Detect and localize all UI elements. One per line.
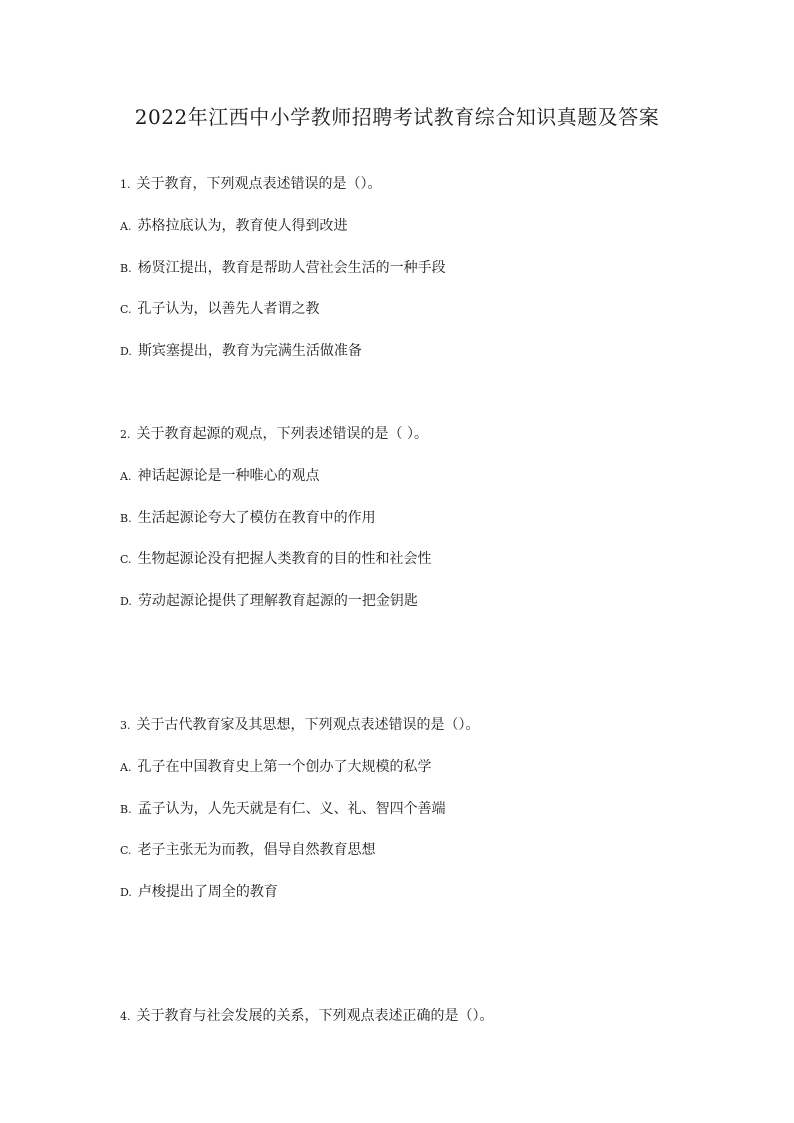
option-text: 苏格拉底认为，教育使人得到改进 (137, 218, 348, 234)
option-text: 神话起源论是一种唯心的观点 (137, 468, 320, 484)
question-2-option-a (120, 466, 319, 487)
option-text: 孔子在中国教育史上第一个创办了大规模的私学 (137, 759, 432, 775)
question-text: 关于古代教育家及其思想，下列观点表述错误的是（）。 (136, 717, 480, 733)
document-title: 2022年江西中小学教师招聘考试教育综合知识真题及答案 (134, 105, 660, 129)
option-label: A. (120, 470, 132, 483)
option-text: 卢梭提出了周全的教育 (137, 884, 278, 900)
question-number: 1. (120, 178, 131, 191)
question-3-stem (120, 715, 480, 736)
option-label: C. (120, 303, 132, 316)
question-number: 4. (120, 1010, 131, 1023)
question-text: 关于教育起源的观点，下列表述错误的是（ ）。 (136, 426, 428, 442)
option-label: B. (120, 803, 132, 816)
question-3-option-d (120, 882, 278, 903)
option-text: 杨贤江提出，教育是帮助人营社会生活的一种手段 (137, 260, 446, 276)
question-3-option-a (120, 757, 431, 778)
question-2-stem (120, 424, 428, 445)
option-label: A. (120, 761, 132, 774)
option-text: 斯宾塞提出，教育为完满生活做准备 (137, 343, 362, 359)
option-label: B. (120, 262, 132, 275)
option-text: 孟子认为，人先天就是有仁、义、礼、智四个善端 (137, 801, 446, 817)
question-1-option-b (120, 258, 446, 279)
question-number: 3. (120, 719, 131, 732)
option-label: D. (120, 345, 132, 358)
option-label: D. (120, 595, 132, 608)
question-2-option-c (120, 549, 432, 570)
option-text: 孔子认为，以善先人者谓之教 (137, 301, 320, 317)
question-1-option-a (120, 216, 347, 237)
option-text: 生物起源论没有把握人类教育的目的性和社会性 (137, 551, 432, 567)
question-3-option-b (120, 799, 446, 820)
option-text: 生活起源论夸大了模仿在教育中的作用 (137, 510, 376, 526)
question-4-stem (120, 1006, 494, 1027)
question-1-option-d (120, 341, 362, 362)
question-number: 2. (120, 428, 131, 441)
question-2-option-b (120, 508, 376, 529)
option-label: C. (120, 553, 132, 566)
question-text: 关于教育，下列观点表述错误的是（）。 (136, 176, 382, 192)
question-3-option-c (120, 840, 376, 861)
question-1-stem (120, 174, 382, 195)
option-label: A. (120, 220, 132, 233)
option-label: D. (120, 886, 132, 899)
question-2-option-d (120, 591, 418, 612)
option-label: C. (120, 844, 132, 857)
option-label: B. (120, 512, 132, 525)
question-1-option-c (120, 299, 320, 320)
option-text: 老子主张无为而教，倡导自然教育思想 (137, 842, 376, 858)
question-text: 关于教育与社会发展的关系，下列观点表述正确的是（）。 (136, 1008, 494, 1024)
option-text: 劳动起源论提供了理解教育起源的一把金钥匙 (137, 593, 418, 609)
